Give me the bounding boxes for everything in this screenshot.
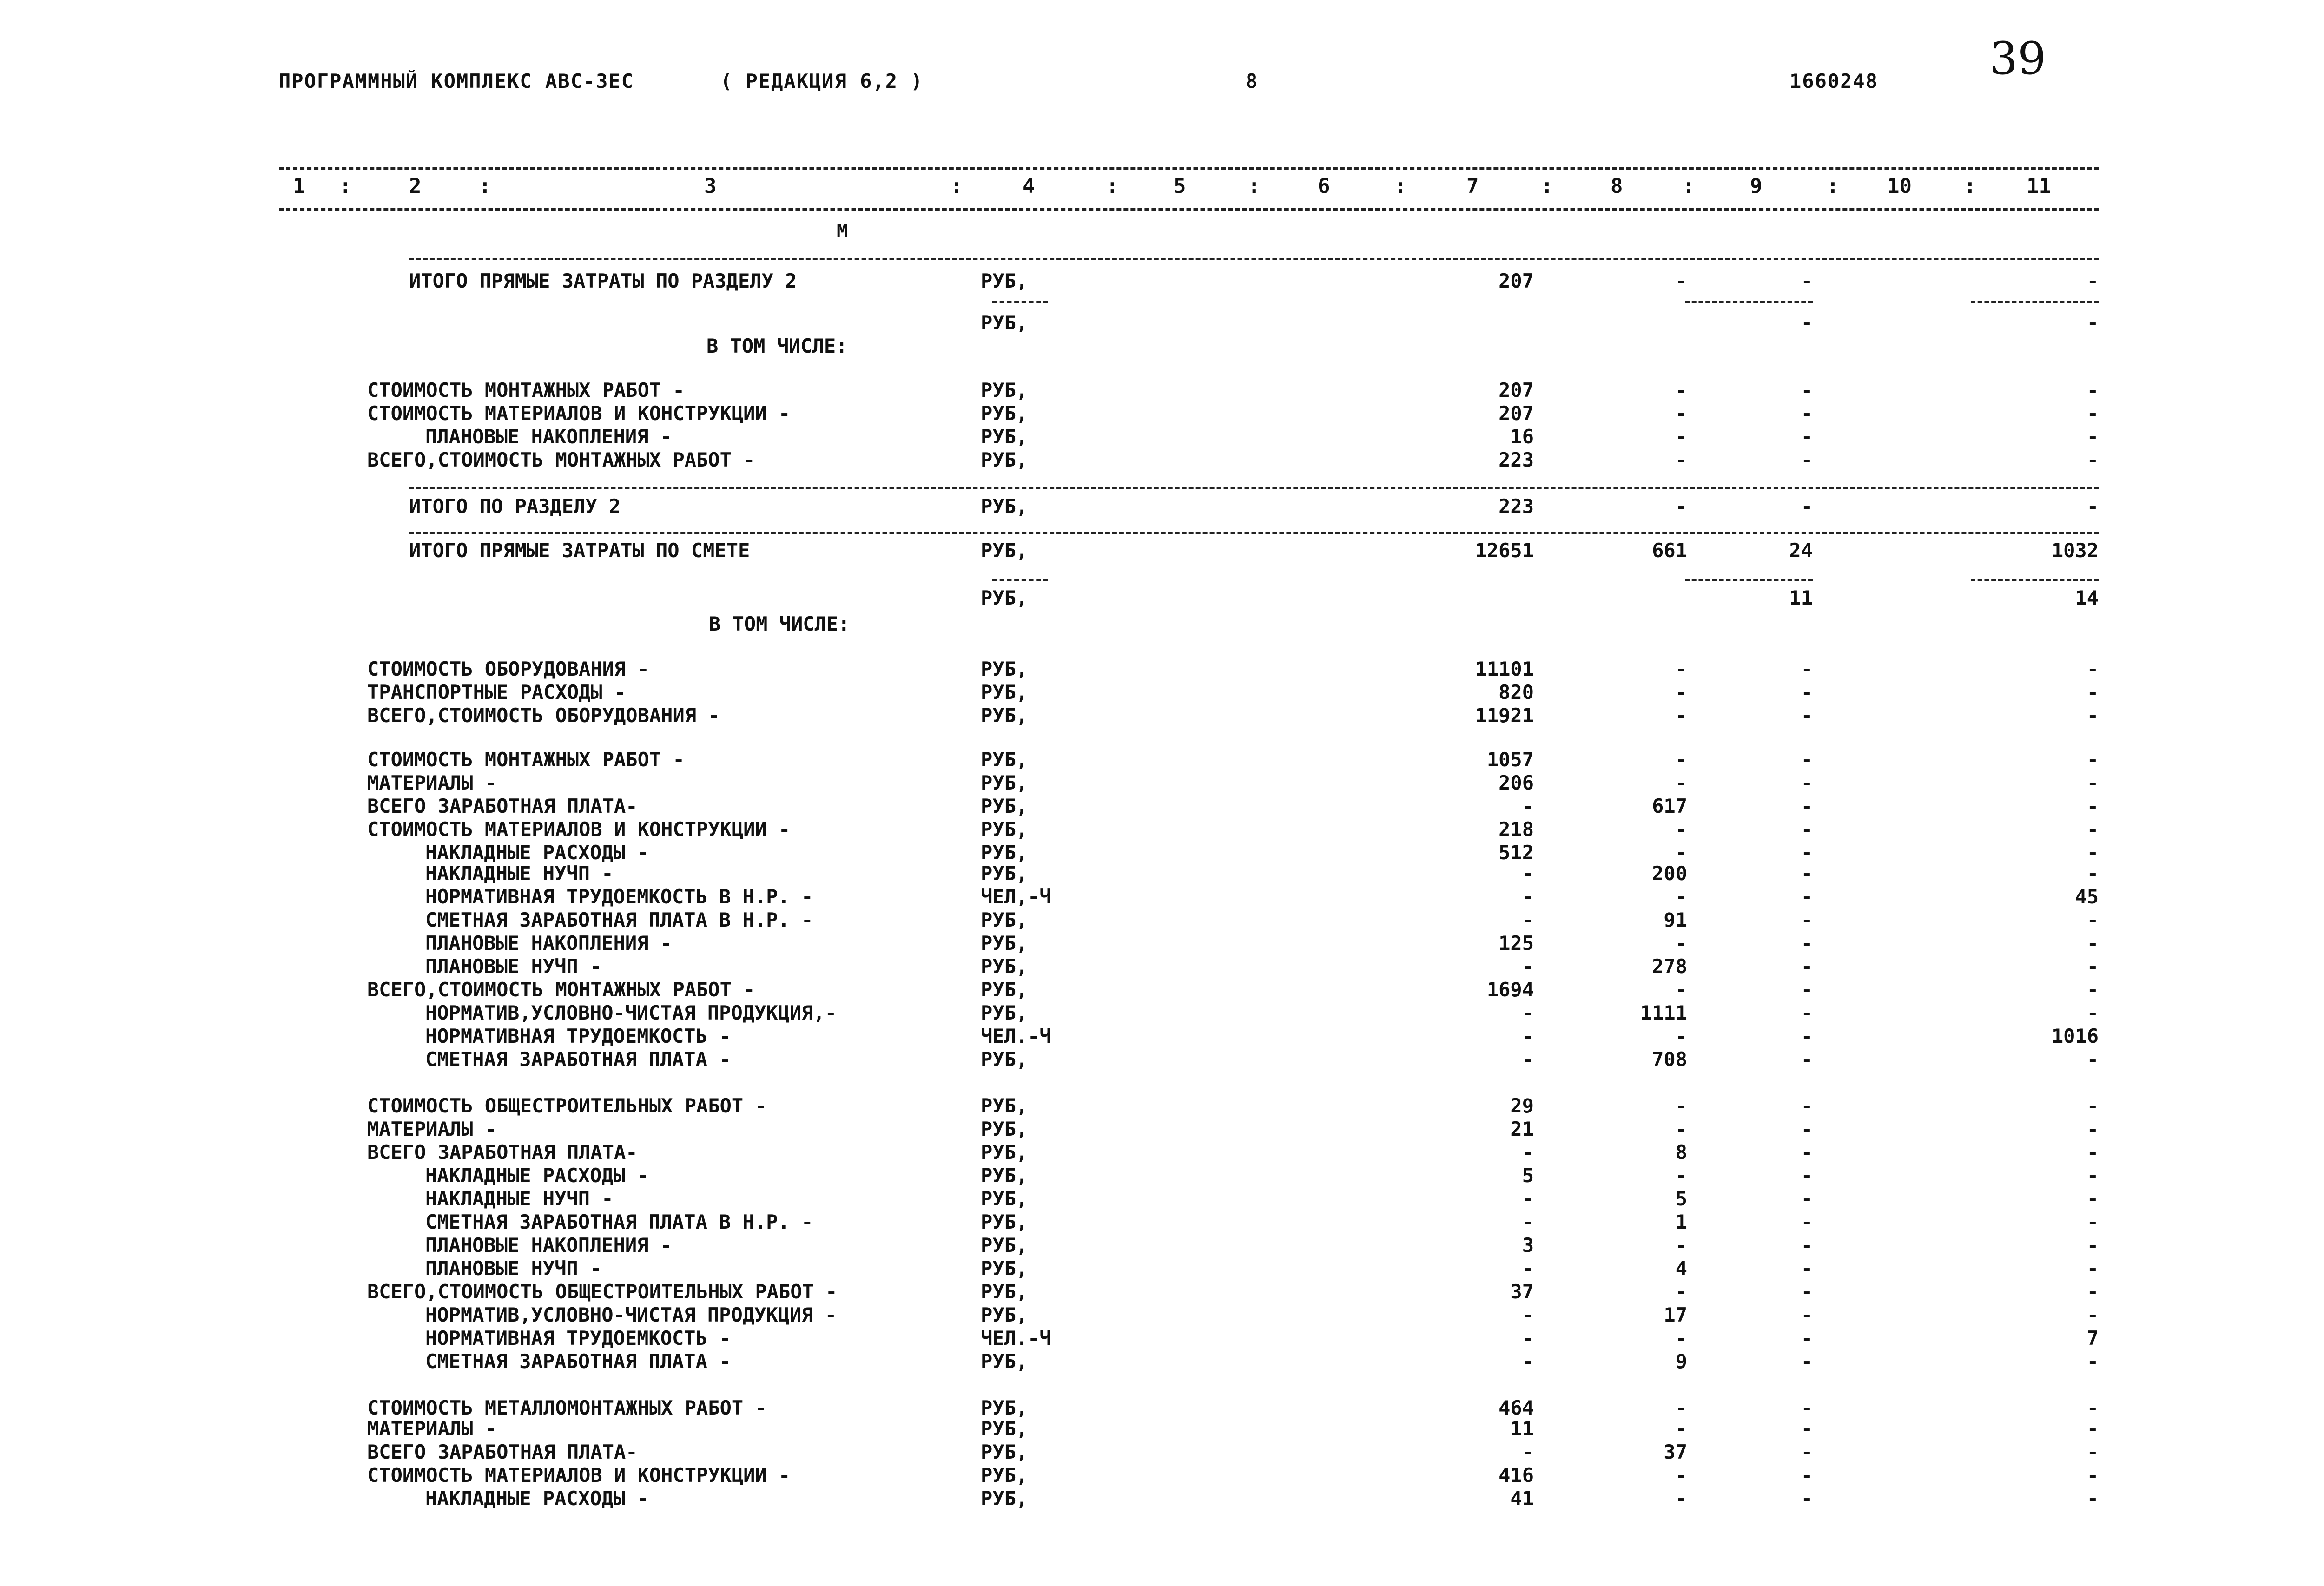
cell-col9: - (1801, 495, 1813, 518)
cell-col8: - (1675, 841, 1687, 864)
cell-col7: - (1522, 1141, 1534, 1164)
section-mark: М (837, 221, 848, 242)
col-4: 4 (1023, 174, 1035, 198)
row-label: НОРМАТИВНАЯ ТРУДОЕМКОСТЬ - (425, 1327, 731, 1349)
cell-col7: - (1522, 1211, 1534, 1233)
cell-col9: - (1801, 270, 1813, 292)
cell-col8: - (1675, 681, 1687, 704)
cell-col7: - (1522, 885, 1534, 908)
cell-col8: - (1675, 1280, 1687, 1303)
column-header-row: 1 : 2 : 3 : 4 : 5 : 6 : 7 : 8 : 9 : 10 : 11 (293, 174, 2051, 198)
col-9: 9 (1750, 174, 1763, 198)
cell-col8: 4 (1675, 1257, 1687, 1280)
cell-col8: - (1675, 932, 1687, 954)
row-label: СТОИМОСТЬ МЕТАЛЛОМОНТАЖНЫХ РАБОТ - (367, 1396, 767, 1419)
cell-col9: - (1801, 1234, 1813, 1257)
cell-col7: - (1522, 1441, 1534, 1463)
cell-col11: - (2086, 1464, 2099, 1487)
row-unit: РУБ, (981, 586, 1028, 609)
cell-col7: - (1522, 795, 1534, 817)
row-label: СТОИМОСТЬ МОНТАЖНЫХ РАБОТ - (367, 379, 685, 401)
row-unit: РУБ, (981, 932, 1028, 954)
row-unit: РУБ, (981, 795, 1028, 817)
cell-col8: - (1675, 885, 1687, 908)
cell-col11: - (2086, 1001, 2099, 1024)
row-unit: РУБ, (981, 1417, 1028, 1440)
cell-col7: 512 (1499, 841, 1534, 864)
cell-col8: 1 (1675, 1211, 1687, 1233)
cell-col7: - (1522, 1187, 1534, 1210)
row-unit: РУБ, (981, 1094, 1028, 1117)
cell-col11: - (2086, 448, 2099, 471)
row-label: ПЛАНОВЫЕ НУЧП - (425, 1257, 602, 1280)
cell-col11: - (2086, 818, 2099, 841)
cell-col7: - (1522, 1001, 1534, 1024)
cell-col8: - (1675, 748, 1687, 771)
cell-col8: - (1675, 1164, 1687, 1187)
cell-col7: - (1522, 1257, 1534, 1280)
cell-col8: 9 (1675, 1350, 1687, 1373)
cell-col7: - (1522, 1025, 1534, 1047)
row-unit: РУБ, (981, 681, 1028, 704)
cell-col7: 464 (1499, 1396, 1534, 1419)
row-unit: РУБ, (981, 495, 1028, 518)
cell-col9: - (1801, 1025, 1813, 1047)
cell-col7: 1694 (1486, 978, 1534, 1001)
cell-col7: - (1522, 1303, 1534, 1326)
cell-col7: 223 (1499, 448, 1534, 471)
cell-col11: - (2086, 1396, 2099, 1419)
cell-col7: 218 (1499, 818, 1534, 841)
cell-col7: 11921 (1475, 704, 1534, 727)
cell-col11: - (2086, 402, 2099, 425)
row-label: ПЛАНОВЫЕ НУЧП - (425, 955, 602, 978)
cell-col8: 1111 (1640, 1001, 1687, 1024)
row-unit: РУБ, (981, 978, 1028, 1001)
row-unit: РУБ, (981, 448, 1028, 471)
row-label: МАТЕРИАЛЫ - (367, 1417, 497, 1440)
cell-col7: 207 (1499, 270, 1534, 292)
row-label: СТОИМОСТЬ МОНТАЖНЫХ РАБОТ - (367, 748, 685, 771)
cell-col9: - (1801, 841, 1813, 864)
cell-col8: - (1675, 379, 1687, 401)
cell-col9: - (1801, 908, 1813, 931)
row-label: НАКЛАДНЫЕ РАСХОДЫ - (425, 841, 649, 864)
row-unit: РУБ, (981, 862, 1028, 885)
row-unit: РУБ, (981, 771, 1028, 794)
row-label: НОРМАТИВНАЯ ТРУДОЕМКОСТЬ - (425, 1025, 731, 1047)
cell-col9: - (1801, 1417, 1813, 1440)
cell-col11: - (2086, 1118, 2099, 1140)
cell-col8: - (1675, 1094, 1687, 1117)
cell-col8: - (1675, 1464, 1687, 1487)
cell-col9: - (1801, 748, 1813, 771)
row-unit: РУБ, (981, 1001, 1028, 1024)
row-label: СМЕТНАЯ ЗАРАБОТНАЯ ПЛАТА - (425, 1048, 731, 1071)
cell-col11: - (2086, 1048, 2099, 1071)
cell-col9: - (1801, 402, 1813, 425)
cell-col9: - (1801, 1257, 1813, 1280)
cell-col11: - (2086, 1417, 2099, 1440)
row-unit: РУБ, (981, 1280, 1028, 1303)
cell-col8: - (1675, 818, 1687, 841)
cell-col11: - (2086, 425, 2099, 448)
program-title: ПРОГРАММНЫЙ КОМПЛЕКС АВС-3ЕС (279, 70, 634, 92)
row-unit: РУБ, (981, 1048, 1028, 1071)
cell-col9: - (1801, 1164, 1813, 1187)
subhead-including-2: В ТОМ ЧИСЛЕ: (709, 612, 850, 635)
cell-col9: 24 (1789, 539, 1813, 562)
cell-col11: - (2086, 1141, 2099, 1164)
cell-col8: - (1675, 771, 1687, 794)
cell-col11: - (2086, 932, 2099, 954)
row-unit: РУБ, (981, 1441, 1028, 1463)
cell-col9: - (1801, 1396, 1813, 1419)
cell-col9: - (1801, 1350, 1813, 1373)
row-label: НОРМАТИВ,УСЛОВНО-ЧИСТАЯ ПРОДУКЦИЯ,- (425, 1001, 837, 1024)
row-unit: РУБ, (981, 1464, 1028, 1487)
cell-col8: 37 (1664, 1441, 1687, 1463)
row-unit: РУБ, (981, 539, 1028, 562)
cell-col8: - (1675, 1396, 1687, 1419)
col9-rule-2 (1685, 579, 1813, 581)
row-label: ИТОГО ПРЯМЫЕ ЗАТРАТЫ ПО РАЗДЕЛУ 2 (409, 270, 797, 292)
cell-col9: - (1801, 1187, 1813, 1210)
cell-col8: - (1675, 448, 1687, 471)
row-unit: РУБ, (981, 908, 1028, 931)
row-label: ВСЕГО ЗАРАБОТНАЯ ПЛАТА- (367, 795, 638, 817)
cell-col7: 16 (1510, 425, 1534, 448)
row-unit: РУБ, (981, 270, 1028, 292)
row-unit: РУБ, (981, 379, 1028, 401)
cell-col11: - (2086, 658, 2099, 680)
row-label: СМЕТНАЯ ЗАРАБОТНАЯ ПЛАТА - (425, 1350, 731, 1373)
cell-col8: - (1675, 425, 1687, 448)
cell-col8: 17 (1664, 1303, 1687, 1326)
row-label: ВСЕГО,СТОИМОСТЬ ОБЩЕСТРОИТЕЛЬНЫХ РАБОТ - (367, 1280, 838, 1303)
handwritten-page-number: 39 (1989, 33, 2047, 85)
cell-col9: - (1801, 425, 1813, 448)
cell-col11: - (2086, 1257, 2099, 1280)
cell-col9: - (1801, 955, 1813, 978)
cell-col8: 661 (1652, 539, 1687, 562)
page-header (279, 70, 2185, 102)
cell-col11: - (2086, 681, 2099, 704)
row-unit: РУБ, (981, 1187, 1028, 1210)
cell-col7: 41 (1510, 1487, 1534, 1510)
cell-col8: 91 (1664, 908, 1687, 931)
cell-col11: - (2086, 1234, 2099, 1257)
cell-col11: - (2086, 1303, 2099, 1326)
cell-col9: - (1801, 862, 1813, 885)
col9-rule-1 (1685, 301, 1813, 303)
row-unit: ЧЕЛ.-Ч (981, 1025, 1051, 1047)
table-top-rule (279, 167, 2099, 170)
row-label: ИТОГО ПО РАЗДЕЛУ 2 (409, 495, 621, 518)
cell-col11: - (2086, 270, 2099, 292)
cell-col9: - (1801, 379, 1813, 401)
cell-col9: - (1801, 1094, 1813, 1117)
cell-col9: - (1801, 1487, 1813, 1510)
unit-rule-1 (992, 301, 1048, 303)
cell-col8: 617 (1652, 795, 1687, 817)
cell-col8: - (1675, 978, 1687, 1001)
cell-col11: - (2086, 1187, 2099, 1210)
row-unit: РУБ, (981, 402, 1028, 425)
cell-col9: - (1801, 1327, 1813, 1349)
row-label: МАТЕРИАЛЫ - (367, 771, 497, 794)
cell-col11: 1016 (2051, 1025, 2099, 1047)
cell-col7: 207 (1499, 379, 1534, 401)
row-label: СТОИМОСТЬ МАТЕРИАЛОВ И КОНСТРУКЦИИ - (367, 1464, 791, 1487)
cell-col9: - (1801, 885, 1813, 908)
document-number: 1660248 (1789, 70, 1879, 92)
row-label: СМЕТНАЯ ЗАРАБОТНАЯ ПЛАТА В Н.Р. - (425, 908, 813, 931)
cell-col7: - (1522, 1350, 1534, 1373)
cell-col8: - (1675, 704, 1687, 727)
row-label: НАКЛАДНЫЕ НУЧП - (425, 862, 614, 885)
cell-col11: - (2086, 908, 2099, 931)
cell-col9: - (1801, 1464, 1813, 1487)
cell-col11: - (2086, 841, 2099, 864)
row-unit: РУБ, (981, 818, 1028, 841)
row-label: СТОИМОСТЬ МАТЕРИАЛОВ И КОНСТРУКЦИИ - (367, 402, 791, 425)
cell-col7: 1057 (1486, 748, 1534, 771)
cell-col8: - (1675, 270, 1687, 292)
cell-col7: 12651 (1475, 539, 1534, 562)
cell-col11: - (2086, 311, 2099, 334)
cell-col7: 207 (1499, 402, 1534, 425)
cell-col11: - (2086, 1164, 2099, 1187)
row-label: СТОИМОСТЬ МАТЕРИАЛОВ И КОНСТРУКЦИИ - (367, 818, 791, 841)
row-label: ВСЕГО ЗАРАБОТНАЯ ПЛАТА- (367, 1141, 638, 1164)
row-label: НОРМАТИВ,УСЛОВНО-ЧИСТАЯ ПРОДУКЦИЯ - (425, 1303, 837, 1326)
row-label: ВСЕГО,СТОИМОСТЬ МОНТАЖНЫХ РАБОТ - (367, 978, 755, 1001)
table-header-rule (279, 208, 2099, 211)
cell-col8: - (1675, 1417, 1687, 1440)
cell-col7: 206 (1499, 771, 1534, 794)
row-unit: РУБ, (981, 1141, 1028, 1164)
cell-col11: - (2086, 795, 2099, 817)
row-unit: РУБ, (981, 1211, 1028, 1233)
row-unit: ЧЕЛ.-Ч (981, 1327, 1051, 1349)
row-label: НАКЛАДНЫЕ РАСХОДЫ - (425, 1164, 649, 1187)
row-label: ИТОГО ПРЯМЫЕ ЗАТРАТЫ ПО СМЕТЕ (409, 539, 750, 562)
cell-col11: 1032 (2051, 539, 2099, 562)
row-label: СТОИМОСТЬ ОБЩЕСТРОИТЕЛЬНЫХ РАБОТ - (367, 1094, 767, 1117)
sheet-number: 8 (1246, 70, 1259, 92)
col11-rule-1 (1971, 301, 2099, 303)
cell-col7: 820 (1499, 681, 1534, 704)
cell-col7: 223 (1499, 495, 1534, 518)
cell-col11: 14 (2075, 586, 2099, 609)
subhead-including-1: В ТОМ ЧИСЛЕ: (706, 335, 848, 357)
col-10: 10 (1887, 174, 1912, 198)
cell-col8: - (1675, 1118, 1687, 1140)
cell-col8: - (1675, 1234, 1687, 1257)
cell-col11: - (2086, 955, 2099, 978)
cell-col9: - (1801, 932, 1813, 954)
col-8: 8 (1611, 174, 1623, 198)
row-label: ВСЕГО,СТОИМОСТЬ ОБОРУДОВАНИЯ - (367, 704, 720, 727)
cell-col9: - (1801, 681, 1813, 704)
cell-col9: - (1801, 771, 1813, 794)
col-5: 5 (1174, 174, 1186, 198)
cell-col11: - (2086, 1441, 2099, 1463)
cell-col8: - (1675, 1487, 1687, 1510)
cell-col9: - (1801, 1280, 1813, 1303)
cell-col9: - (1801, 704, 1813, 727)
row-unit: РУБ, (981, 841, 1028, 864)
row-unit: РУБ, (981, 1350, 1028, 1373)
cell-col9: - (1801, 1303, 1813, 1326)
edition-label: ( РЕДАКЦИЯ 6,2 ) (720, 70, 924, 92)
row-unit: РУБ, (981, 1118, 1028, 1140)
cell-col9: - (1801, 795, 1813, 817)
cell-col11: - (2086, 704, 2099, 727)
cell-col9: - (1801, 818, 1813, 841)
cell-col8: - (1675, 658, 1687, 680)
col-11: 11 (2027, 174, 2051, 198)
cell-col8: 8 (1675, 1141, 1687, 1164)
col-3: 3 (704, 174, 717, 198)
cell-col11: - (2086, 1350, 2099, 1373)
cell-col7: 416 (1499, 1464, 1534, 1487)
cell-col9: - (1801, 1048, 1813, 1071)
col11-rule-2 (1971, 579, 2099, 581)
row-label: СТОИМОСТЬ ОБОРУДОВАНИЯ - (367, 658, 649, 680)
row-unit: РУБ, (981, 955, 1028, 978)
row-unit: ЧЕЛ,-Ч (981, 885, 1051, 908)
section2-top-rule (409, 487, 2099, 489)
cell-col7: - (1522, 908, 1534, 931)
row-label: ВСЕГО,СТОИМОСТЬ МОНТАЖНЫХ РАБОТ - (367, 448, 755, 471)
row-unit: РУБ, (981, 704, 1028, 727)
col-2: 2 (409, 174, 422, 198)
row-unit: РУБ, (981, 658, 1028, 680)
cell-col11: 45 (2075, 885, 2099, 908)
cell-col8: 278 (1652, 955, 1687, 978)
cell-col11: - (2086, 1280, 2099, 1303)
cell-col8: 5 (1675, 1187, 1687, 1210)
cell-col7: - (1522, 1048, 1534, 1071)
cell-col7: - (1522, 1327, 1534, 1349)
cell-col9: 11 (1789, 586, 1813, 609)
cell-col11: 7 (2086, 1327, 2099, 1349)
row-label: ВСЕГО ЗАРАБОТНАЯ ПЛАТА- (367, 1441, 638, 1463)
row-unit: РУБ, (981, 425, 1028, 448)
unit-rule-2 (992, 579, 1048, 581)
cell-col8: - (1675, 1025, 1687, 1047)
row-unit: РУБ, (981, 1234, 1028, 1257)
section-rule (409, 258, 2099, 260)
cell-col8: - (1675, 1327, 1687, 1349)
cell-col11: - (2086, 978, 2099, 1001)
cell-col8: - (1675, 402, 1687, 425)
cell-col7: 125 (1499, 932, 1534, 954)
row-label: ПЛАНОВЫЕ НАКОПЛЕНИЯ - (425, 932, 673, 954)
cell-col11: - (2086, 862, 2099, 885)
col-7: 7 (1466, 174, 1479, 198)
cell-col11: - (2086, 379, 2099, 401)
row-label: НОРМАТИВНАЯ ТРУДОЕМКОСТЬ В Н.Р. - (425, 885, 813, 908)
row-unit: РУБ, (981, 311, 1028, 334)
cell-col11: - (2086, 1487, 2099, 1510)
cell-col9: - (1801, 311, 1813, 334)
cell-col9: - (1801, 448, 1813, 471)
cell-col9: - (1801, 1441, 1813, 1463)
row-unit: РУБ, (981, 1396, 1028, 1419)
cell-col11: - (2086, 495, 2099, 518)
section2-bottom-rule (409, 532, 2099, 534)
cell-col7: 11101 (1475, 658, 1534, 680)
cell-col9: - (1801, 1211, 1813, 1233)
cell-col9: - (1801, 658, 1813, 680)
col-1: 1 (293, 174, 305, 198)
cell-col9: - (1801, 1118, 1813, 1140)
cell-col7: 3 (1522, 1234, 1534, 1257)
row-label: ТРАНСПОРТНЫЕ РАСХОДЫ - (367, 681, 626, 704)
cell-col7: 5 (1522, 1164, 1534, 1187)
row-unit: РУБ, (981, 1303, 1028, 1326)
row-unit: РУБ, (981, 748, 1028, 771)
row-label: СМЕТНАЯ ЗАРАБОТНАЯ ПЛАТА В Н.Р. - (425, 1211, 813, 1233)
cell-col7: - (1522, 862, 1534, 885)
row-label: ПЛАНОВЫЕ НАКОПЛЕНИЯ - (425, 1234, 673, 1257)
cell-col7: 11 (1510, 1417, 1534, 1440)
cell-col7: 21 (1510, 1118, 1534, 1140)
row-unit: РУБ, (981, 1487, 1028, 1510)
cell-col8: 708 (1652, 1048, 1687, 1071)
row-unit: РУБ, (981, 1257, 1028, 1280)
row-label: МАТЕРИАЛЫ - (367, 1118, 497, 1140)
cell-col8: 200 (1652, 862, 1687, 885)
cell-col7: - (1522, 955, 1534, 978)
cell-col9: - (1801, 1001, 1813, 1024)
row-label: НАКЛАДНЫЕ НУЧП - (425, 1187, 614, 1210)
cell-col7: 37 (1510, 1280, 1534, 1303)
cell-col11: - (2086, 771, 2099, 794)
col-6: 6 (1318, 174, 1330, 198)
cell-col11: - (2086, 1094, 2099, 1117)
cell-col11: - (2086, 1211, 2099, 1233)
row-label: ПЛАНОВЫЕ НАКОПЛЕНИЯ - (425, 425, 673, 448)
cell-col9: - (1801, 1141, 1813, 1164)
row-label: НАКЛАДНЫЕ РАСХОДЫ - (425, 1487, 649, 1510)
cell-col7: 29 (1510, 1094, 1534, 1117)
cell-col11: - (2086, 748, 2099, 771)
row-unit: РУБ, (981, 1164, 1028, 1187)
cell-col9: - (1801, 978, 1813, 1001)
cell-col8: - (1675, 495, 1687, 518)
